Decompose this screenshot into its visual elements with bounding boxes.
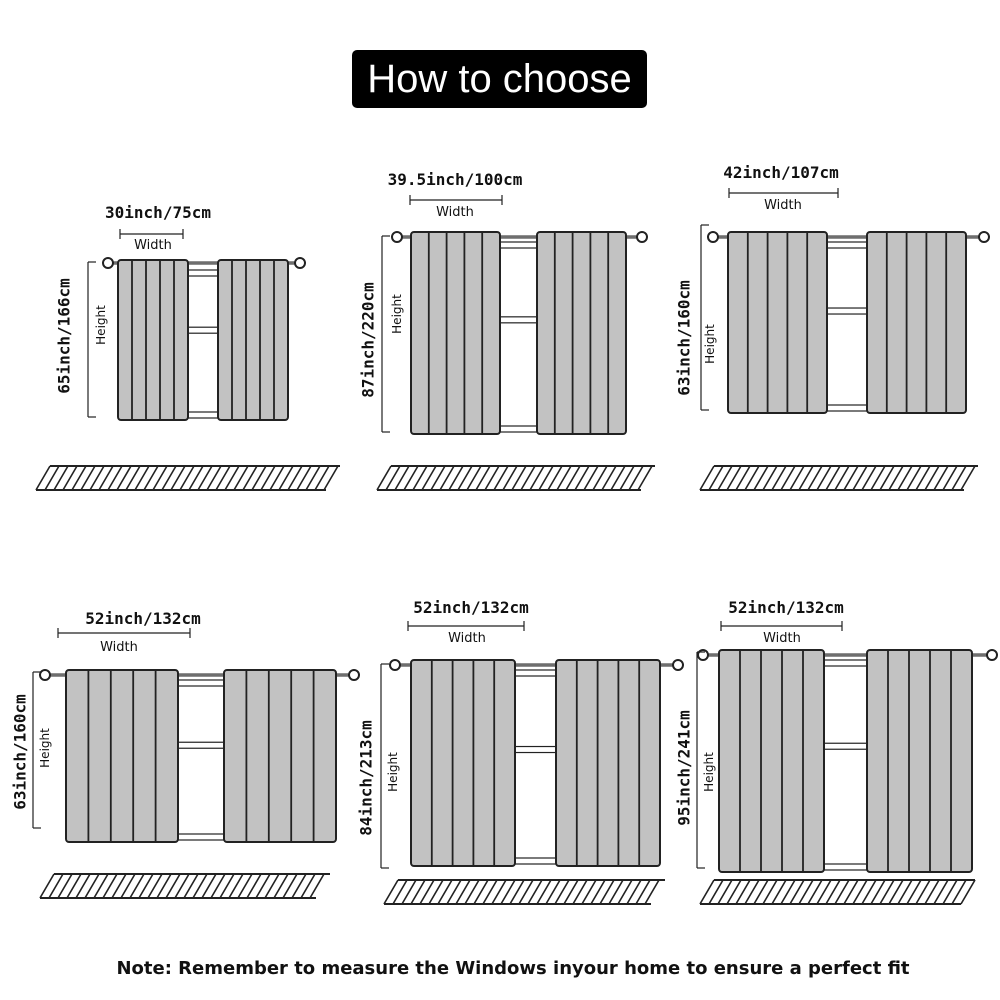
height-label: Height <box>38 728 52 768</box>
width-measurement: 42inch/107cm <box>723 163 839 182</box>
height-label: Height <box>702 752 716 792</box>
window-frame-bar <box>824 743 867 749</box>
width-measurement: 39.5inch/100cm <box>387 170 523 189</box>
width-label: Width <box>448 631 486 646</box>
height-measurement: 84inch/213cm <box>356 720 376 836</box>
curtain-panel-right <box>867 650 972 872</box>
height-measurement: 63inch/160cm <box>674 280 694 396</box>
width-measurement: 52inch/132cm <box>413 598 529 617</box>
width-label: Width <box>763 631 801 646</box>
width-label: Width <box>100 640 138 655</box>
height-label: Height <box>386 752 400 792</box>
height-measurement: 95inch/241cm <box>674 710 694 826</box>
height-measurement: 65inch/166cm <box>54 278 74 394</box>
page-title: How to choose <box>352 50 647 108</box>
width-label: Width <box>436 205 474 220</box>
window-frame-bar <box>824 660 867 666</box>
height-label: Height <box>703 324 717 364</box>
height-label: Height <box>390 294 404 334</box>
height-measurement: 63inch/160cm <box>10 694 30 810</box>
height-label: Height <box>94 305 108 345</box>
height-measurement: 87inch/220cm <box>358 282 378 398</box>
measurement-note: Note: Remember to measure the Windows inyour home to ensure a perfect fit <box>116 958 910 979</box>
curtain-panel-left <box>719 650 824 872</box>
width-measurement: 52inch/132cm <box>85 609 201 628</box>
width-measurement: 52inch/132cm <box>728 598 844 617</box>
width-label: Width <box>134 238 172 253</box>
width-measurement: 30inch/75cm <box>105 203 211 222</box>
rod-finial-right <box>987 650 997 660</box>
width-label: Width <box>764 198 802 213</box>
window-frame-bar <box>824 864 867 870</box>
